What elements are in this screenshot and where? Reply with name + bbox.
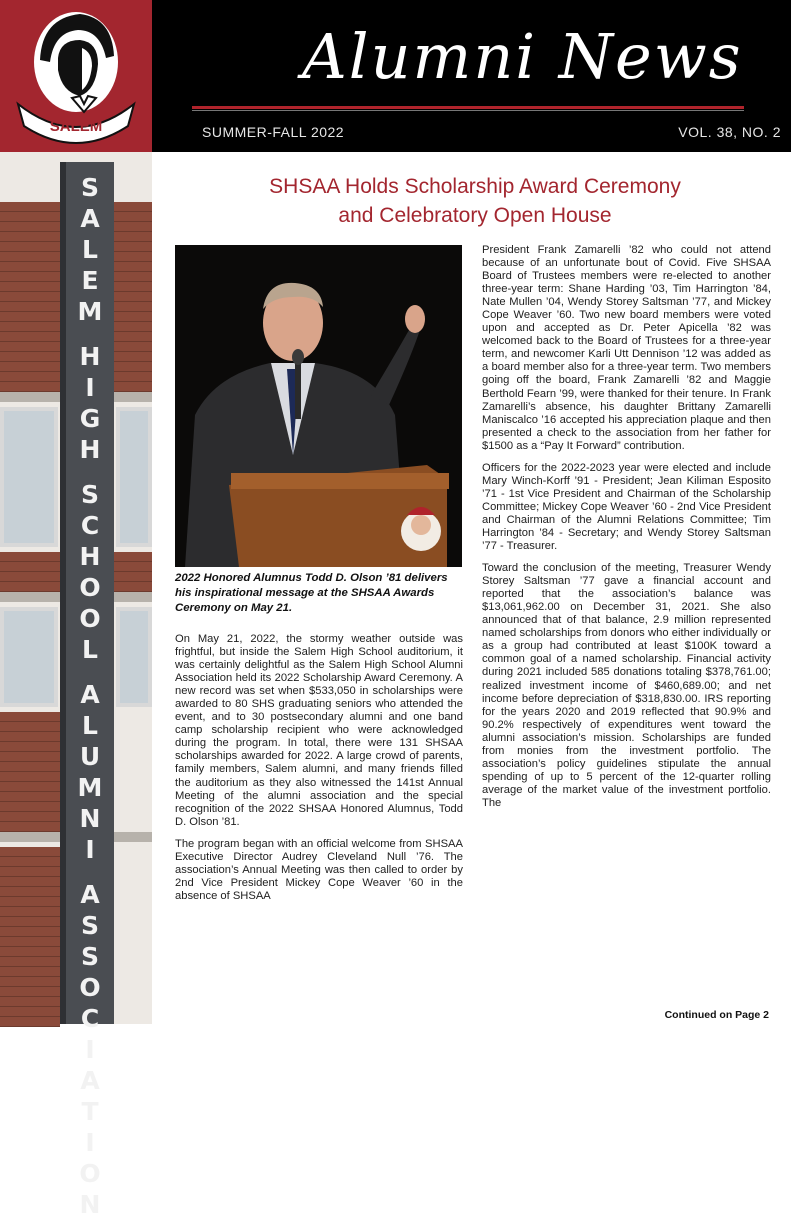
sign-letter <box>66 465 114 479</box>
brick-wall <box>0 847 60 1027</box>
masthead-rule <box>192 106 744 109</box>
sign-letter <box>66 665 114 679</box>
newsletter-title: Alumni News <box>302 20 743 93</box>
sign-letter: E <box>81 266 99 295</box>
article-paragraph: Toward the conclusion of the meeting, Treasurer Wendy Storey Saltsman ’77 gave a financial account and reported that the association’s balance was $13,061,962.00 on December 31, 2021. She also announced that of that balance, 2.9 million represented named scholarships from donors who either individually or as a group had contributed at least $100K toward a common goal of a named scholarship. Financial activity during 2021 included 585 donations totaling $378,761.00; realized investment income of $460,689.00; and net income before depreciation of $318,830.00. IRS reporting for the years 2020 and 2019 reflected that 90.9% and 90.2% respectively of expenditures went toward the alumni association’s mission. Scholarships are funded from monies from the investment portfolio. The association’s policy guidelines stipulate the annual spending of up to 5 percent of the 12-quarter rolling average of the market value of the investment portfolio. The <box>482 562 771 809</box>
photo-caption: 2022 Honored Alumnus Todd D. Olson ’81 delivers his inspirational message at the SHSAA Awards Ceremony on May 21. <box>175 572 448 614</box>
sign-letter: O <box>79 973 101 1002</box>
article-column-right <box>482 244 771 819</box>
sign-letter: A <box>80 680 100 709</box>
sign-letter: O <box>79 573 101 602</box>
sign-letter: S <box>80 911 99 940</box>
headline-line-1: SHSAA Holds Scholarship Award Ceremony <box>269 175 681 198</box>
sign-letter: H <box>79 542 101 571</box>
issue-date: SUMMER-FALL 2022 <box>202 124 345 140</box>
sign-letter <box>66 865 114 879</box>
window <box>116 607 152 707</box>
sign-letter: L <box>82 635 98 664</box>
article-paragraph: Officers for the 2022-2023 year were elected and include Mary Winch-Korff ’91 - President; Jean Kiliman Esposito ’71 - 1st Vice President and Chairman of the Scholarship Committee; Mickey Cope Weaver ’60 - 2nd Vice President and Chairman of the Alumni Relations Committee; Tim Harrington ’84 - Secretary; and Wendy Storey Saltsman ’77 - Treasurer. <box>482 461 771 553</box>
article-paragraph: On May 21, 2022, the stormy weather outside was frightful, but inside the Salem High School auditorium, it was certainly delightful as the Salem High School Alumni Association held its 2022 Scholarship Award Ceremony. A new record was set when $533,050 in scholarships were awarded to 80 SHS graduating seniors who attended the event, and to 30 postsecondary alumni and one band camp scholarship recipient who were acknowledged during the program. In total, there were 131 SHSAA scholarships awarded for 2022. A large crowd of parents, family members, Salem alumni, and many friends filled the auditorium as they also witnessed the 141st Annual Meeting of the alumni association and the special recognition of the 2022 SHSAA Honored Alumnus, Todd D. Olson ’81. <box>175 633 463 828</box>
sign-letter: L <box>82 711 98 740</box>
sign-letter: N <box>79 804 101 833</box>
continued-link[interactable]: Continued on Page 2 <box>664 1009 769 1021</box>
sign-letter: A <box>80 880 100 909</box>
sign-letter: I <box>85 373 95 402</box>
masthead-rule-thin <box>192 110 744 111</box>
brick-wall <box>114 552 152 592</box>
school-sign-pylon <box>60 162 114 1219</box>
sign-letter: H <box>79 342 101 371</box>
school-sign-text <box>66 172 114 1220</box>
sign-letter: N <box>79 1190 101 1219</box>
sign-letter: H <box>79 435 101 464</box>
brick-wall <box>0 552 60 592</box>
article-headline <box>175 172 775 230</box>
school-sign-photo <box>0 152 152 1219</box>
window <box>116 407 152 547</box>
sign-letter: A <box>80 204 100 233</box>
brick-wall <box>0 712 60 832</box>
article-paragraph: President Frank Zamarelli ’82 who could not attend because of an unfortunate bout of Covid. Five SHSAA Board of Trustees members were re-elected to another three-year term: Shane Harding ’03, Tim Harrington ’84, Nate Mullen ’04, Wendy Storey Saltsman ’77, and Mickey Cope Weaver ’60. Two new board members were voted upon and accepted as Dr. Peter Apicella ’82 was welcomed back to the Board of Trustees for a three-year term, and newcomer Karli Utt Dennison ’12 was added as a board member also for a three-year term. Two members going off the board, Frank Zamarelli ’82 and Maggie Berthold Fearn ’99, were thanked for their tenure. In Frank Zamarelli’s absence, his daughter Brittany Zamarelli Maniscalco ’16 accepted his appreciation plaque and then presented a check to the association from her father for $1500 as a “Pay It Forward” contribution. <box>482 244 771 452</box>
window <box>0 407 58 547</box>
article-column-left <box>175 633 463 912</box>
svg-text:SALEM: SALEM <box>49 118 103 135</box>
sign-letter: M <box>77 297 103 326</box>
speaker-illustration <box>175 245 462 567</box>
sign-letter: C <box>80 1004 100 1033</box>
logo-panel <box>0 0 152 152</box>
window <box>0 607 58 707</box>
brick-wall <box>114 202 152 392</box>
sign-letter: I <box>85 835 95 864</box>
sign-letter: M <box>77 773 103 802</box>
sign-letter: T <box>81 1097 99 1126</box>
sign-letter <box>66 327 114 341</box>
salem-quaker-logo <box>0 0 152 152</box>
sign-letter: A <box>80 1066 100 1095</box>
sign-letter: I <box>85 1128 95 1157</box>
sign-letter: S <box>80 942 99 971</box>
headline-line-2: and Celebratory Open House <box>338 204 612 227</box>
sign-letter: G <box>79 404 101 433</box>
sign-letter: S <box>80 173 99 202</box>
sign-letter: C <box>80 511 100 540</box>
sign-letter: O <box>79 1159 101 1188</box>
volume-number: VOL. 38, NO. 2 <box>678 124 781 140</box>
article-paragraph: The program began with an official welcome from SHSAA Executive Director Audrey Cleveland Null ’76. The association’s Annual Meeting was then called to order by 2nd Vice President Mickey Cope Weaver ’60 in the absence of SHSAA <box>175 837 463 902</box>
sign-letter: O <box>79 604 101 633</box>
speaker-photo <box>175 245 462 567</box>
brick-wall <box>0 202 60 392</box>
sign-letter: S <box>80 480 99 509</box>
masthead <box>152 0 791 152</box>
sign-letter: U <box>79 742 101 771</box>
sign-letter: L <box>82 235 98 264</box>
sign-letter: I <box>85 1035 95 1064</box>
